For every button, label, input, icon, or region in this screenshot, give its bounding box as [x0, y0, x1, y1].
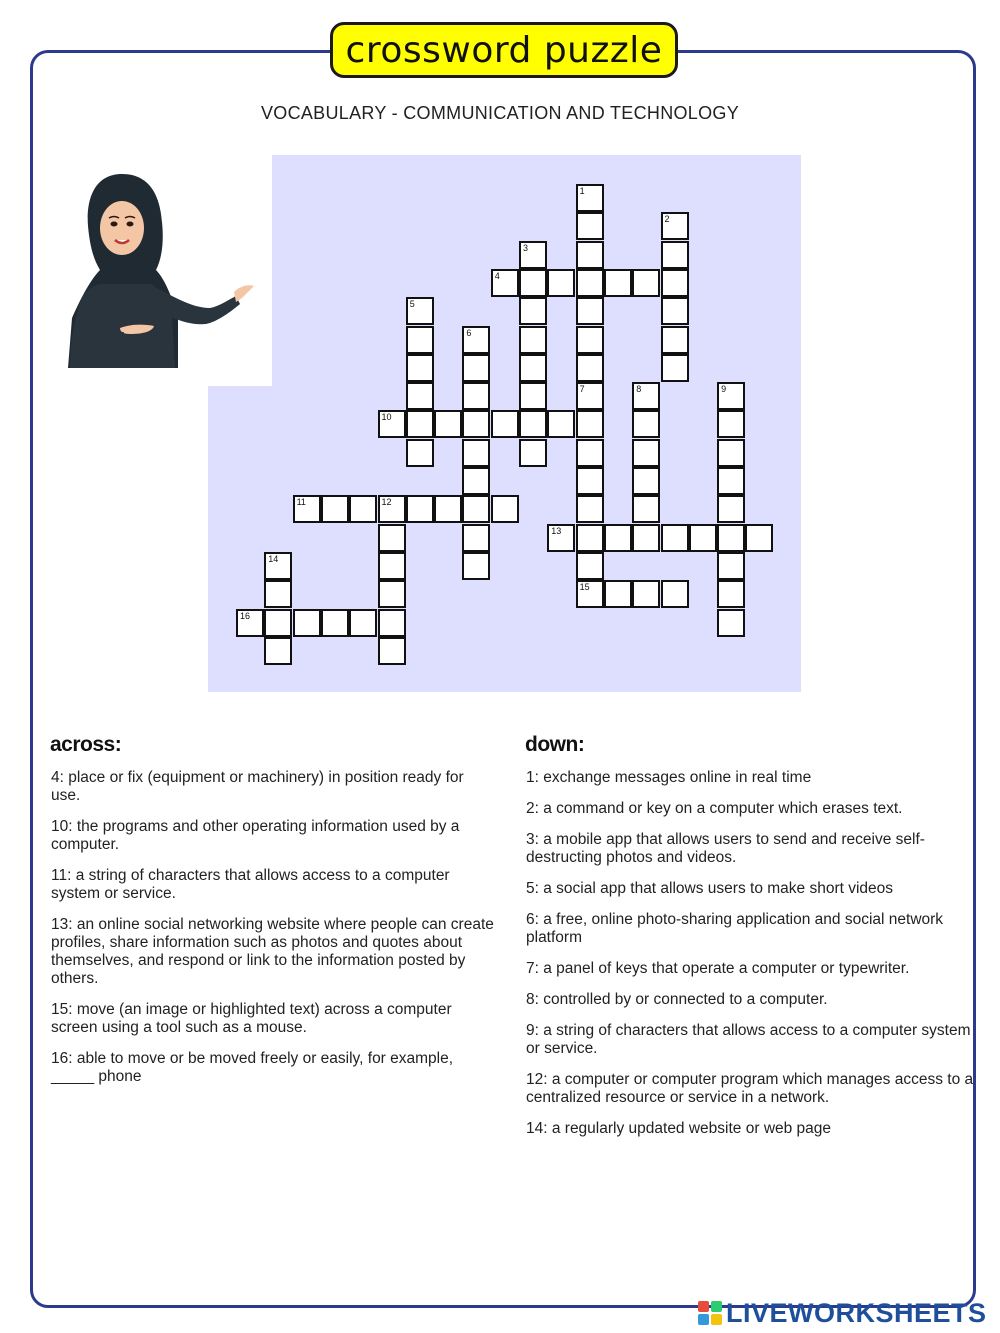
crossword-cell[interactable] [406, 439, 434, 467]
crossword-cell[interactable] [717, 609, 745, 637]
across-clue: 15: move (an image or highlighted text) across a computer screen using a tool such as a mouse. [51, 1001, 452, 1036]
crossword-cell[interactable] [406, 354, 434, 382]
crossword-cell[interactable] [661, 297, 689, 325]
crossword-cell[interactable] [717, 439, 745, 467]
crossword-cell[interactable] [717, 410, 745, 438]
crossword-cell[interactable] [632, 467, 660, 495]
crossword-cell[interactable] [604, 269, 632, 297]
down-clue: 14: a regularly updated website or web page [526, 1120, 832, 1137]
page-title: crossword puzzle [330, 22, 678, 78]
crossword-cell[interactable] [491, 495, 519, 523]
crossword-cell[interactable] [434, 410, 462, 438]
crossword-cell[interactable] [576, 439, 604, 467]
crossword-cell[interactable] [462, 410, 490, 438]
crossword-cell[interactable] [462, 495, 490, 523]
clue-number: 12 [381, 497, 392, 508]
crossword-cell[interactable] [462, 552, 490, 580]
crossword-cell[interactable] [576, 410, 604, 438]
clue-number: 9 [721, 384, 727, 395]
down-clue: 5: a social app that allows users to make short videos [526, 880, 894, 897]
crossword-cell[interactable] [604, 580, 632, 608]
across-clues [51, 769, 496, 1099]
crossword-cell[interactable] [632, 524, 660, 552]
crossword-cell[interactable] [462, 354, 490, 382]
crossword-cell[interactable] [717, 524, 745, 552]
clue-number: 13 [551, 525, 562, 536]
down-heading: down: [525, 733, 585, 756]
crossword-cell[interactable] [321, 609, 349, 637]
crossword-cell[interactable] [632, 439, 660, 467]
crossword-cell[interactable] [406, 382, 434, 410]
page-subtitle: VOCABULARY - COMMUNICATION AND TECHNOLOGY [260, 103, 740, 123]
crossword-cell[interactable] [632, 580, 660, 608]
crossword-cell[interactable] [576, 524, 604, 552]
down-clue: 6: a free, online photo-sharing application and social network platform [526, 911, 944, 946]
down-clues [526, 769, 976, 1151]
crossword-cell[interactable] [434, 495, 462, 523]
crossword-cell[interactable] [576, 354, 604, 382]
across-clue: 11: a string of characters that allows access to a computer system or service. [51, 867, 450, 902]
crossword-cell[interactable] [406, 495, 434, 523]
crossword-cell[interactable] [547, 410, 575, 438]
clue-number: 7 [579, 384, 585, 395]
crossword-cell[interactable] [264, 637, 292, 665]
across-clue: 4: place or fix (equipment or machinery) in position ready for use. [51, 769, 464, 804]
clue-number: 8 [636, 384, 642, 395]
crossword-cell[interactable] [717, 580, 745, 608]
clue-number: 16 [240, 610, 251, 621]
clue-number: 3 [523, 242, 529, 253]
crossword-cell[interactable] [264, 580, 292, 608]
crossword-cell[interactable] [462, 467, 490, 495]
crossword-cell[interactable] [661, 269, 689, 297]
crossword-cell[interactable] [378, 580, 406, 608]
across-heading: across: [50, 733, 122, 756]
clue-number: 6 [466, 327, 472, 338]
across-clue: 16: able to move or be moved freely or easily, for example, _____ phone [51, 1050, 454, 1085]
crossword-cell[interactable] [576, 495, 604, 523]
down-clue: 3: a mobile app that allows users to send and receive self-destructing photos and videos. [526, 831, 925, 866]
crossword-cell[interactable] [378, 552, 406, 580]
crossword-cell[interactable] [293, 609, 321, 637]
crossword-cell[interactable] [378, 637, 406, 665]
clue-number: 5 [409, 299, 415, 310]
across-clue: 10: the programs and other operating information used by a computer. [51, 818, 460, 853]
crossword-cell[interactable] [519, 439, 547, 467]
down-clue: 7: a panel of keys that operate a computer or typewriter. [526, 960, 910, 977]
crossword-cell[interactable] [576, 326, 604, 354]
crossword-cell[interactable] [717, 552, 745, 580]
crossword-cell[interactable] [576, 241, 604, 269]
crossword-cell[interactable] [462, 382, 490, 410]
crossword-cell[interactable] [661, 326, 689, 354]
crossword-cell[interactable] [604, 524, 632, 552]
logo-mark-icon [698, 1301, 722, 1325]
clue-number: 1 [579, 186, 585, 196]
crossword-cell[interactable] [519, 269, 547, 297]
crossword-cell[interactable] [349, 495, 377, 523]
clue-number: 4 [494, 270, 500, 281]
crossword-cell[interactable] [717, 467, 745, 495]
crossword-cell[interactable] [519, 354, 547, 382]
clue-number: 10 [381, 412, 392, 423]
down-clue: 12: a computer or computer program which manages access to a centralized resource or service in a network. [526, 1071, 974, 1106]
down-clue: 9: a string of characters that allows access to a computer system or service. [526, 1022, 971, 1057]
crossword-cell[interactable] [264, 609, 292, 637]
crossword-cell[interactable] [491, 410, 519, 438]
crossword-cell[interactable] [519, 326, 547, 354]
clue-number: 15 [579, 582, 590, 593]
down-clue: 1: exchange messages online in real time [526, 769, 812, 786]
crossword-cell[interactable] [632, 410, 660, 438]
crossword-cell[interactable] [519, 382, 547, 410]
crossword-cell[interactable] [406, 326, 434, 354]
crossword-cell[interactable] [576, 467, 604, 495]
crossword-cell[interactable] [378, 524, 406, 552]
crossword-cell[interactable] [547, 269, 575, 297]
crossword-cell[interactable] [576, 212, 604, 240]
crossword-cell[interactable] [349, 609, 377, 637]
clue-number: 11 [296, 497, 306, 508]
crossword-cell[interactable] [321, 495, 349, 523]
crossword-cell[interactable] [632, 269, 660, 297]
crossword-cell[interactable] [661, 241, 689, 269]
down-clue: 2: a command or key on a computer which erases text. [526, 800, 903, 817]
crossword-cell[interactable] [661, 580, 689, 608]
crossword-cell[interactable] [462, 439, 490, 467]
brand-name: LIVEWORKSHEETS [726, 1297, 987, 1328]
crossword-cell[interactable] [661, 354, 689, 382]
crossword-cell[interactable] [576, 552, 604, 580]
crossword-cell[interactable] [689, 524, 717, 552]
crossword-cell[interactable] [632, 495, 660, 523]
down-clue: 8: controlled by or connected to a computer. [526, 991, 828, 1008]
crossword-cell[interactable] [745, 524, 773, 552]
clue-number: 14 [268, 553, 279, 564]
crossword-cell[interactable] [576, 297, 604, 325]
liveworksheets-logo [698, 1297, 987, 1329]
crossword-cell[interactable] [378, 609, 406, 637]
crossword-cell[interactable] [519, 297, 547, 325]
clue-number: 2 [664, 214, 670, 225]
crossword-cell[interactable] [661, 524, 689, 552]
across-clue: 13: an online social networking website where people can create profiles, share information such as photos and quotes about themselves, and respond or link to the information posted by others. [51, 916, 494, 987]
crossword-cell[interactable] [406, 410, 434, 438]
crossword-cell[interactable] [462, 524, 490, 552]
crossword-cell[interactable] [717, 495, 745, 523]
crossword-cell[interactable] [576, 269, 604, 297]
crossword-cell[interactable] [519, 410, 547, 438]
